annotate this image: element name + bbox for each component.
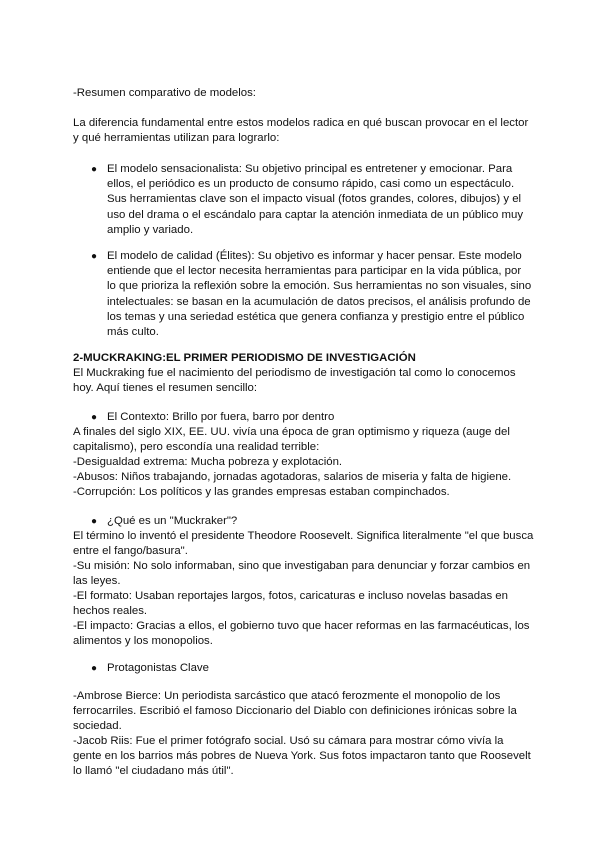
context-line: -Desigualdad extrema: Mucha pobreza y explotación. xyxy=(73,456,343,468)
intro-heading: -Resumen comparativo de modelos: xyxy=(73,87,256,99)
protagonists-heading-text: Protagonistas Clave xyxy=(107,662,209,674)
muckraker-line: -El formato: Usaban reportajes largos, fotos, caricaturas e incluso novelas basadas en hechos reales. xyxy=(73,590,508,618)
muckraker-line: -El impacto: Gracias a ellos, el gobierno tuvo que hacer reformas en las farmacéuticas, los alimentos y los monopolios. xyxy=(73,620,530,648)
intro-text: La diferencia fundamental entre estos modelos radica en qué buscan provocar en el lector y qué herramientas utilizan para lograrlo: xyxy=(73,117,529,145)
bullet-icon: ● xyxy=(90,251,98,262)
context-line: -Abusos: Niños trabajando, jornadas agotadoras, salarios de miseria y falta de higiene. xyxy=(73,471,512,483)
context-line: -Corrupción: Los políticos y las grandes empresas estaban compinchados. xyxy=(73,486,450,498)
muckraker-line: -Su misión: No solo informaban, sino que investigaban para denunciar y forzar cambios en las leyes. xyxy=(73,560,531,588)
bullet-icon: ● xyxy=(90,164,98,175)
list-item-text: El modelo de calidad (Élites): Su objetivo es informar y hacer pensar. Este modelo entiende que el lector necesita herramientas para participar en la vida pública, por lo que prioriza la reflexión sobre la emoción. Sus herramientas no son visuales, sino intelectuales: se basan en la acumulación de datos precisos, el análisis profundo de los temas y una seriedad estética que genera confianza y prestigio entre el público más culto. xyxy=(107,250,532,339)
bullet-icon: ● xyxy=(90,516,98,527)
protagonist-line: -Ambrose Bierce: Un periodista sarcástico que atacó ferozmente el monopolio de los ferrocarriles. Escribió el famoso Diccionario del Diablo con definiciones irónicas sobre la sociedad. xyxy=(73,690,517,733)
section-intro: El Muckraking fue el nacimiento del periodismo de investigación tal como lo conocemos hoy. Aquí tienes el resumen sencillo: xyxy=(73,367,516,395)
bullet-icon: ● xyxy=(90,663,98,674)
context-line: A finales del siglo XIX, EE. UU. vivía una época de gran optimismo y riqueza (auge del capitalismo), pero escondía una realidad terrible: xyxy=(73,426,510,454)
section-title: 2-MUCKRAKING:EL PRIMER PERIODISMO DE INVESTIGACIÓN xyxy=(73,352,416,364)
protagonist-line: -Jacob Riis: Fue el primer fotógrafo social. Usó su cámara para mostrar cómo vivía la gente en los barrios más pobres de Nueva York. Sus fotos impactaron tanto que Roosevelt lo llamó "el ciudadano más útil". xyxy=(73,735,531,778)
muckraker-line: El término lo inventó el presidente Theodore Roosevelt. Significa literalmente "el que busca entre el fango/basura". xyxy=(73,530,534,558)
muckraker-heading-text: ¿Qué es un "Muckraker"? xyxy=(107,515,238,527)
bullet-icon: ● xyxy=(90,412,98,423)
list-item-text: El modelo sensacionalista: Su objetivo principal es entretener y emocionar. Para ellos, el periódico es un producto de consumo rápido, casi como un espectáculo. Sus herramientas clave son el impacto visual (fotos grandes, colores, dibujos) y el uso del drama o el escándalo para captar la atención inmediata de un público muy amplio y variado. xyxy=(107,163,524,236)
context-heading-text: El Contexto: Brillo por fuera, barro por dentro xyxy=(107,411,335,423)
